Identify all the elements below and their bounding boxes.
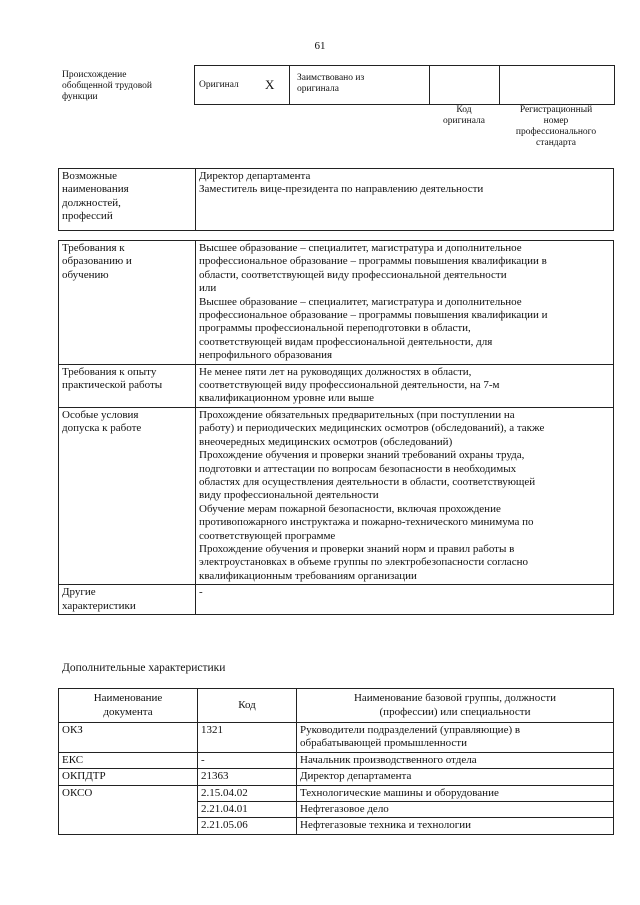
requirement-value: Не менее пяти лет на руководящих должностях в области, соответствующей виду профессиональной деятельности, на 7-м квалификационном уровне или выше — [196, 364, 614, 407]
doc-cell: ОКПДТР — [59, 769, 198, 785]
requirement-value: - — [196, 585, 614, 615]
code-cell: 2.21.04.01 — [198, 802, 297, 818]
original-mark: X — [265, 77, 275, 92]
header-document: Наименование документа — [59, 689, 198, 723]
requirement-label: Другие характеристики — [59, 585, 196, 615]
code-cell: 21363 — [198, 769, 297, 785]
code-cell: - — [198, 752, 297, 768]
requirement-row — [59, 241, 614, 365]
name-cell: Нефтегазовые техника и технологии — [297, 818, 614, 834]
code-cell: 2.21.05.06 — [198, 818, 297, 834]
table-row — [59, 769, 614, 785]
requirement-label: Требования к образованию и обучению — [59, 241, 196, 365]
original-cell — [194, 65, 290, 105]
name-cell: Директор департамента — [297, 769, 614, 785]
requirement-value: Прохождение обязательных предварительных (при поступлении на работу) и периодических медицинских осмотров (обследований), а также внеочередных медицинских осмотров (обследований) Прохождение обучения и проверки знаний требований охраны труда, подготовки и аттестации по вопросам безопасности в необходимых областях для осуществления деятельности в области, соответствующей виду профессиональной деятельности Обучение мерам пожарной безопасности, включая прохождение противопожарного инструктажа и пожарно-технического минимума по соответствующей программе Прохождение обучения и проверки знаний норм и правил работы в электроустановках в объеме группы по электробезопасности согласно квалификационным требованиям организации — [196, 407, 614, 584]
doc-cell: ЕКС — [59, 752, 198, 768]
reg-caption: Регистрационный номер профессионального стандарта — [515, 105, 597, 148]
code-cell: 1321 — [198, 723, 297, 753]
requirement-row — [59, 585, 614, 615]
table-row — [59, 752, 614, 768]
header-code: Код — [198, 689, 297, 723]
doc-cell: ОКСО — [59, 785, 198, 834]
additional-table — [58, 688, 614, 835]
requirement-row — [59, 407, 614, 584]
requirement-label: Особые условия допуска к работе — [59, 407, 196, 584]
positions-table — [58, 168, 614, 231]
header-group: Наименование базовой группы, должности (профессии) или специальности — [297, 689, 614, 723]
doc-cell: ОКЗ — [59, 723, 198, 753]
name-cell: Руководители подразделений (управляющие) в обрабатывающей промышленности — [297, 723, 614, 753]
borrowed-cell — [289, 65, 430, 105]
origin-label: Происхождение обобщенной трудовой функции — [62, 70, 152, 102]
positions-label: Возможные наименования должностей, профессий — [59, 169, 196, 231]
positions-value: Директор департамента Заместитель вице-президента по направлению деятельности — [196, 169, 614, 231]
requirement-label: Требования к опыту практической работы — [59, 364, 196, 407]
name-cell: Нефтегазовое дело — [297, 802, 614, 818]
borrowed-label: Заимствовано из оригинала — [297, 73, 365, 94]
name-cell: Начальник производственного отдела — [297, 752, 614, 768]
page-number: 61 — [314, 40, 326, 52]
additional-title: Дополнительные характеристики — [62, 662, 226, 674]
reg-number-cell — [499, 65, 615, 105]
requirements-table — [58, 240, 614, 615]
requirement-row — [59, 364, 614, 407]
code-caption: Код оригинала — [443, 105, 485, 126]
name-cell: Технологические машины и оборудование — [297, 785, 614, 801]
original-code-cell — [429, 65, 500, 105]
requirement-value: Высшее образование – специалитет, магистратура и дополнительное профессиональное образование – программы повышения квалификации в области, соответствующей виду профессиональной деятельности или Высшее образование – специалитет, магистратура и дополнительное профессиональное образование – программы повышения квалификации и программы профессиональной переподготовки в области, соответствующей видам профессиональной деятельности, для непрофильного образования — [196, 241, 614, 365]
table-row — [59, 723, 614, 753]
header-row — [59, 689, 614, 723]
original-label: Оригинал — [199, 80, 239, 90]
code-cell: 2.15.04.02 — [198, 785, 297, 801]
table-row — [59, 785, 614, 801]
